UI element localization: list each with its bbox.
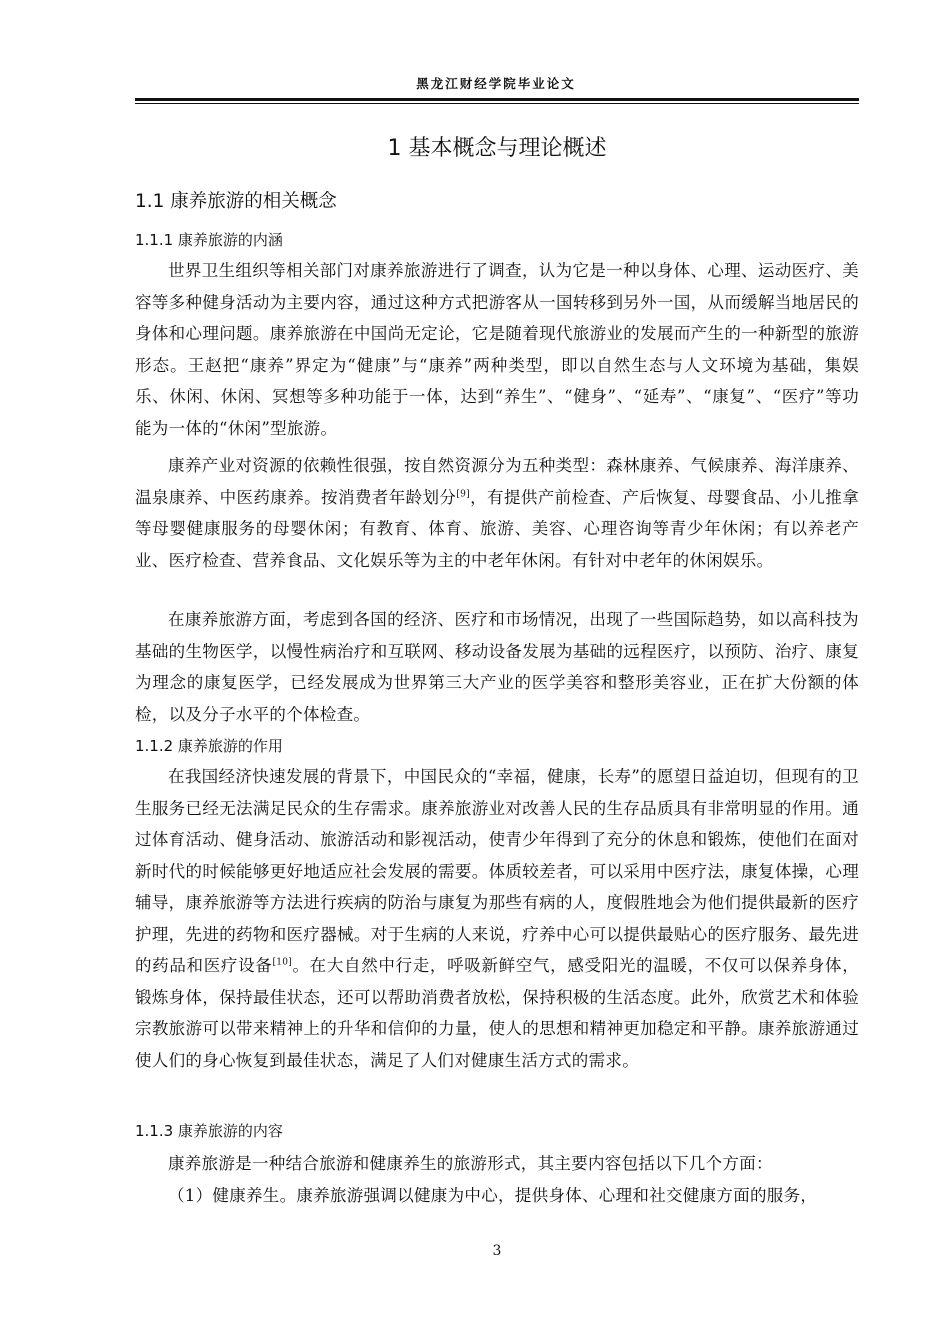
paragraph: 在康养旅游方面，考虑到各国的经济、医疗和市场情况，出现了一些国际趋势，如以高科技为基础的生物医学，以慢性病治疗和互联网、移动设备发展为基础的远程医疗，以预防、治疗、康复为理念的康复医学，已经发展成为世界第三大产业的医学美容和整形美容业，正在扩大份额的体检，以及分子水平的个体检查。: [135, 610, 859, 724]
paragraph-text: ，有提供产前检查、产后恢复、母婴食品、小儿推拿等母婴健康服务的母婴休闲；有教育、体育、旅游、美容、心理咨询等青少年休闲；有以养老产业、医疗检查、营养食品、文化娱乐等为主的中老年休闲。有针对中老年的休闲娱乐。: [135, 487, 859, 570]
paragraph: [135, 761, 859, 1076]
subsection-title: 1.1.3 康养旅游的内容: [135, 1122, 283, 1140]
paragraph-text: 在我国经济快速发展的背景下，中国民众的“幸福，健康，长寿”的愿望日益迫切，但现有的卫生服务已经无法满足民众的生存需求。康养旅游业对改善人民的生存品质具有非常明显的作用。通过体育活动、健身活动、旅游活动和影视活动，使青少年得到了充分的休息和锻炼，使他们在面对新时代的时候能够更好地适应社会发展的需要。体质较差者，可以采用中医疗法，康复体操，心理辅导，康养旅游等方法进行疾病的防治与康复为那些有病的人，度假胜地会为他们提供最新的医疗护理，先进的药物和医疗器械。对于生病的人来说，疗养中心可以提供最贴心的医疗服务、最先进的药品和医疗设备: [135, 767, 859, 975]
header-rule-thin: [135, 103, 859, 104]
paragraph: [135, 450, 859, 576]
paragraph: 康养旅游是一种结合旅游和健康养生的旅游形式，其主要内容包括以下几个方面：: [168, 1154, 773, 1173]
citation: [9]: [456, 489, 470, 499]
paragraph: 世界卫生组织等相关部门对康养旅游进行了调查，认为它是一种以身体、心理、运动医疗、美容等多种健身活动为主要内容，通过这种方式把游客从一国转移到另外一国，从而缓解当地居民的身体和心理问题。康养旅游在中国尚无定论，它是随着现代旅游业的发展而产生的一种新型的旅游形态。王赵把“康养”界定为“健康”与“康养”两种类型，即以自然生态与人文环境为基础，集娱乐、休闲、休闲、冥想等多种功能于一体，达到“养生”、“健身”、“延寿”、“康复”、“医疗”等功能为一体的“休闲”型旅游。: [135, 261, 859, 438]
page-header: 黑龙江财经学院毕业论文: [416, 76, 576, 91]
subsection-title: 1.1.1 康养旅游的内涵: [135, 231, 283, 249]
section-title: 1.1 康养旅游的相关概念: [135, 191, 337, 212]
paragraph-text: 。在大自然中行走，呼吸新鲜空气，感受阳光的温暖，不仅可以保养身体，锻炼身体，保持最佳状态，还可以帮助消费者放松，保持积极的生活态度。此外，欣赏艺术和体验宗教旅游可以带来精神上的升华和信仰的力量，使人的思想和精神更加稳定和平静。康养旅游通过使人们的身心恢复到最佳状态，满足了人们对健康生活方式的需求。: [135, 956, 860, 1070]
page-number: 3: [492, 1243, 502, 1259]
citation: [10]: [272, 957, 293, 968]
header-rule-thick: [135, 98, 859, 101]
chapter-title: 1 基本概念与理论概述: [387, 136, 607, 161]
paragraph: （1）健康养生。康养旅游强调以健康为中心，提供身体、心理和社交健康方面的服务，: [168, 1186, 818, 1205]
subsection-title: 1.1.2 康养旅游的作用: [135, 737, 283, 755]
paragraph-text: 康养产业对资源的依赖性很强，按自然资源分为五种类型：森林康养、气候康养、海洋康养、温泉康养、中医药康养。按消费者年龄划分: [135, 456, 859, 507]
